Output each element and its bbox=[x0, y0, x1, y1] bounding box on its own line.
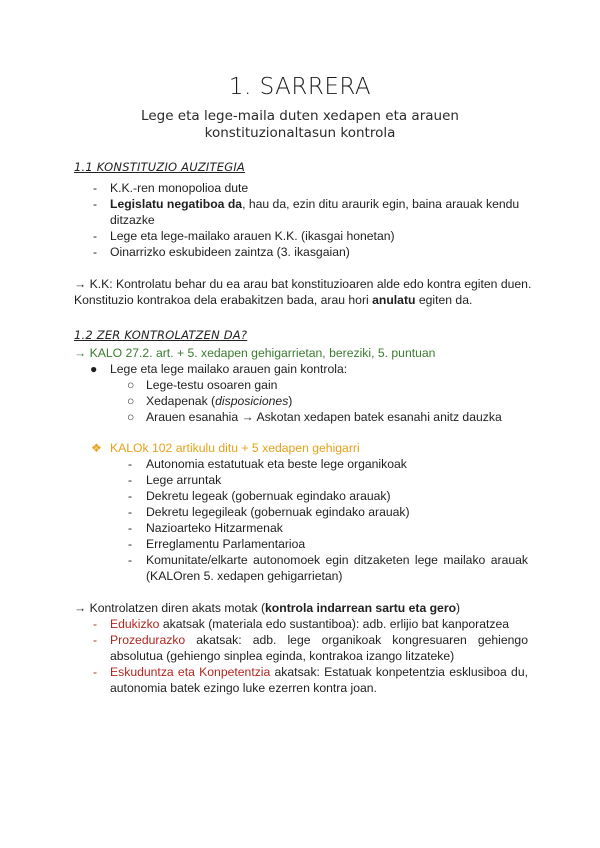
defect-text: akatsak: Estatuak konpetentzia esklusiboa du, bbox=[270, 665, 528, 679]
circle-marker: ○ bbox=[127, 394, 135, 408]
dash-marker: - bbox=[128, 521, 133, 535]
note-line: → K.K: Kontrolatu behar du ea arau bat konstituzioaren alde edo kontra egiten duen. bbox=[74, 277, 532, 291]
dash-marker: - bbox=[128, 553, 133, 567]
sub-item-text: Xedapenak ( bbox=[146, 394, 216, 408]
item-text: , hau da, ezin ditu araurik egin, baina arauak kendu bbox=[242, 197, 520, 211]
list-item: Dekretu legegileak (gobernuak egindako arauak) bbox=[146, 505, 410, 519]
defect-item bbox=[110, 616, 509, 632]
bold-text: Legislatu negatiboa da bbox=[110, 197, 243, 211]
dash-marker: - bbox=[93, 617, 98, 631]
red-term: Eskuduntza eta Konpetentzia bbox=[110, 665, 271, 679]
subtitle-line: Lege eta lege-maila duten xedapen eta arauen bbox=[141, 108, 459, 124]
green-reference-line: → KALO 27.2. art. + 5. xedapen gehigarrietan, bereziki, 5. puntuan bbox=[74, 346, 436, 360]
list-item: Oinarrizko eskubideen zaintza (3. ikasgaian) bbox=[110, 245, 350, 259]
defect-item-continuation: autonomia batek ezingo luke ezerren kontra joan. bbox=[110, 681, 377, 695]
intro-text: ) bbox=[456, 601, 461, 615]
note-text: Konstituzio kontrakoa dela erabakitzen bada, arau hori bbox=[74, 293, 373, 307]
list-item: Dekretu legeak (gobernuak egindako arauak) bbox=[146, 489, 391, 503]
dash-marker: - bbox=[93, 665, 98, 679]
defects-intro-line bbox=[74, 600, 460, 616]
italic-text: disposiciones bbox=[215, 394, 289, 408]
section-heading: 1.2 ZER KONTROLATZEN DA? bbox=[74, 328, 248, 342]
sub-item: Lege-testu osoaren gain bbox=[146, 378, 278, 392]
diamond-star-icon: ❖ bbox=[91, 441, 102, 455]
defect-item bbox=[110, 664, 528, 680]
section-heading: 1.1 KONSTITUZIO AUZITEGIA bbox=[74, 160, 245, 174]
dash-marker: - bbox=[93, 633, 98, 647]
circle-marker: ○ bbox=[127, 410, 135, 424]
defect-text: akatsak (materiala edo sustantiboa): adb. erlijio bat kanporatzea bbox=[159, 617, 510, 631]
list-item: Komunitate/elkarte autonomoek egin ditzaketen lege mailako arauak bbox=[146, 553, 528, 567]
circle-marker: ○ bbox=[127, 378, 135, 392]
list-item: Autonomia estatutuak eta beste lege organikoak bbox=[146, 457, 407, 471]
page-subtitle bbox=[0, 108, 600, 142]
bullet-item: Lege eta lege mailako arauen gain kontrola: bbox=[110, 362, 348, 376]
note-line bbox=[74, 292, 472, 308]
bold-text: kontrola indarrean sartu eta gero bbox=[265, 601, 457, 615]
defect-text: akatsak: adb. lege organikoak kongresuaren gehiengo bbox=[185, 633, 528, 647]
red-term: Prozedurazko bbox=[110, 633, 186, 647]
dash-marker: - bbox=[128, 489, 133, 503]
dash-marker: - bbox=[128, 457, 133, 471]
red-term: Edukizko bbox=[110, 617, 160, 631]
page-title: 1. SARRERA bbox=[228, 74, 372, 100]
list-item: Lege arruntak bbox=[146, 473, 222, 487]
list-item: Nazioarteko Hitzarmenak bbox=[146, 521, 283, 535]
dash-marker: - bbox=[93, 229, 98, 243]
bullet-marker: ● bbox=[90, 362, 98, 376]
dash-marker: - bbox=[93, 197, 98, 211]
sub-item-text: ) bbox=[288, 394, 293, 408]
list-item: Erreglamentu Parlamentarioa bbox=[146, 537, 306, 551]
list-item-continuation: (KALOren 5. xedapen gehigarrietan) bbox=[146, 569, 343, 583]
list-item-continuation: ditzazke bbox=[110, 213, 155, 227]
bold-text: anulatu bbox=[372, 293, 416, 307]
defect-item bbox=[110, 632, 528, 648]
intro-text: → Kontrolatzen diren akats motak ( bbox=[74, 601, 266, 615]
sub-item bbox=[146, 393, 292, 409]
dash-marker: - bbox=[93, 181, 98, 195]
list-item bbox=[110, 196, 528, 212]
sub-item: Arauen esanahia → Askotan xedapen batek esanahi anitz dauzka bbox=[146, 410, 502, 424]
subtitle-line: konstituzionaltasun kontrola bbox=[204, 125, 396, 141]
note-text: egiten da. bbox=[415, 293, 473, 307]
orange-summary-line: KALOk 102 artikulu ditu + 5 xedapen gehigarri bbox=[110, 441, 360, 455]
dash-marker: - bbox=[128, 473, 133, 487]
dash-marker: - bbox=[128, 537, 133, 551]
defect-item-continuation: absolutua (gehiengo sinplea eginda, kontrakoa izango litzateke) bbox=[110, 649, 455, 663]
list-item: K.K.-ren monopolioa dute bbox=[110, 181, 249, 195]
list-item: Lege eta lege-mailako arauen K.K. (ikasgai honetan) bbox=[110, 229, 395, 243]
dash-marker: - bbox=[128, 505, 133, 519]
dash-marker: - bbox=[93, 245, 98, 259]
